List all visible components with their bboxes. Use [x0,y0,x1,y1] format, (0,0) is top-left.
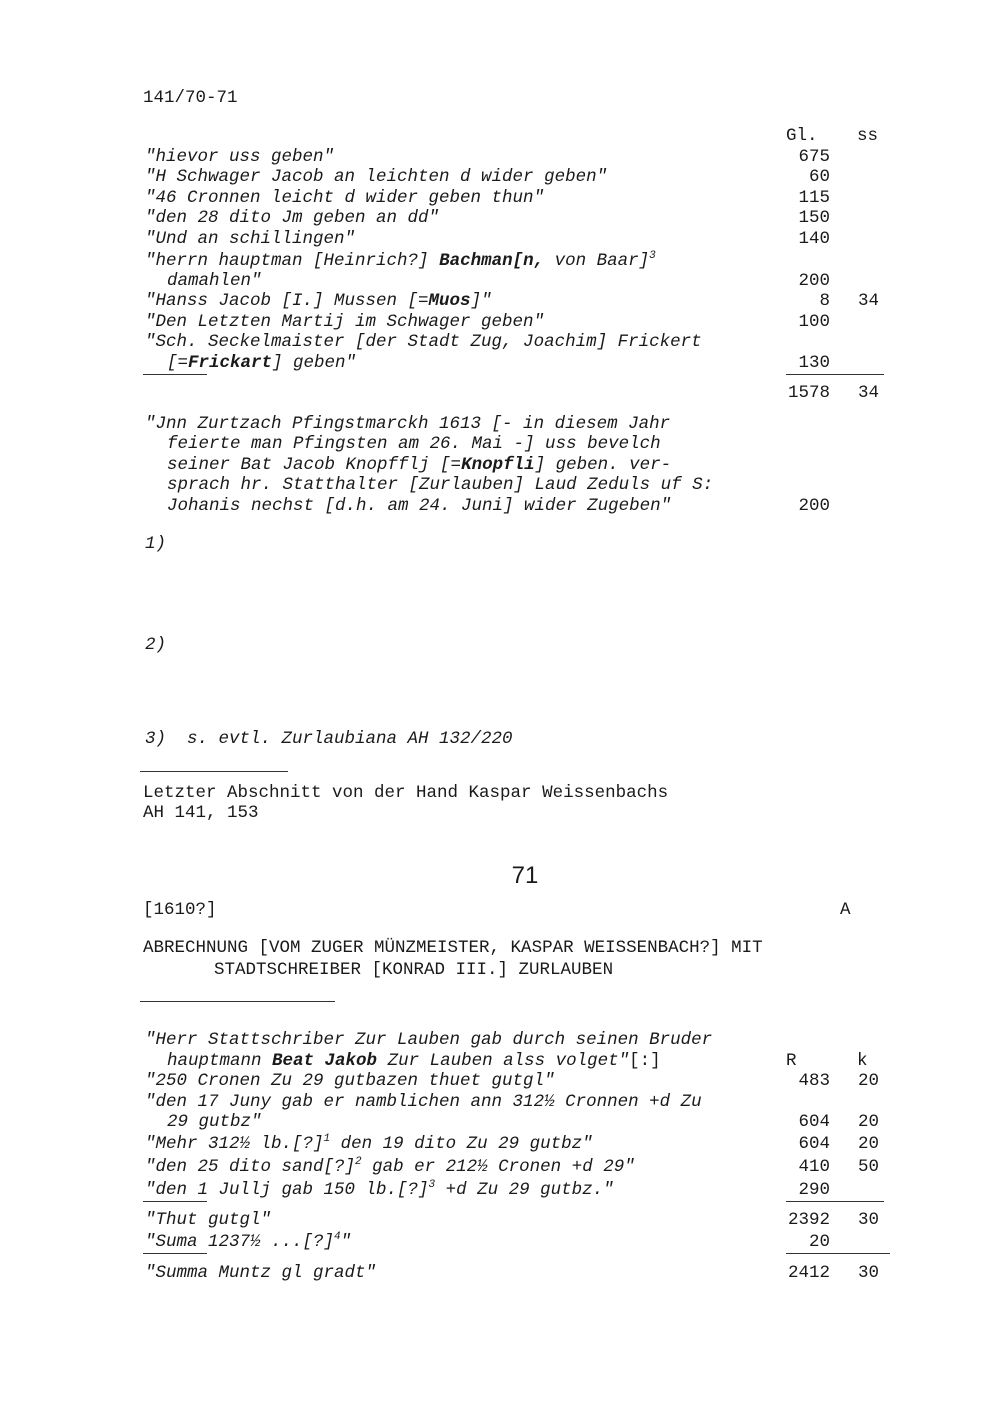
entry-gl: 675 [798,147,830,167]
entry-text: "hievor uss geben" [145,147,335,167]
footnote-ref: 4 [334,1231,341,1243]
entry-text: 29 gutbz" [167,1112,262,1132]
thut-r: 2392 [787,1210,830,1230]
entry-hauptman [145,251,656,271]
entry-bold-name: Muos [428,291,471,311]
entry-hanss [145,291,492,311]
zurtzach-text: ] geben. ver- [534,455,672,475]
entry-gl: 200 [798,271,830,291]
footnote-ref: 3 [428,1179,436,1191]
entry-text: "Und an schillingen" [145,229,356,249]
suma-line [145,1232,351,1252]
entry-text: "den 1 Jullj gab 150 lb.[?] [145,1180,429,1200]
entry-text: "den 17 Juny gab er namblichen ann 312½ Cronnen +d Zu [145,1092,702,1112]
summa-r: 2412 [787,1263,830,1283]
suma-r: 20 [808,1232,830,1252]
entry-line [145,1180,614,1200]
separator-line [140,1001,335,1002]
entry-text: "Sch. Seckelmaister [der Stadt Zug, Joachim] Frickert [145,332,702,352]
col-header-k: k [857,1051,868,1071]
entry-r: 410 [798,1157,830,1177]
entry-text: "herrn hauptman [Heinrich?] [145,251,440,271]
thut-k: 30 [857,1210,879,1230]
total-gl: 1578 [787,383,830,403]
entry-text: ]" [470,291,492,311]
entry-text: "46 Cronnen leicht d wider geben thun" [145,188,545,208]
entry-gl: 130 [798,353,830,373]
entry-k: 50 [857,1157,879,1177]
summa-text: "Summa Muntz gl gradt" [145,1263,377,1283]
page-reference: 141/70-71 [143,88,238,108]
zurtzach-line: feierte man Pfingsten am 26. Mai -] uss bevelch [167,434,661,454]
summa-k: 30 [857,1263,879,1283]
entry-bold-name: Frickart [188,353,273,373]
suma-text: "Suma 1237½ ...[?] [145,1232,335,1252]
entry-line [145,1134,593,1154]
entry-ss: 34 [857,291,879,311]
entry-text: "250 Cronen Zu 29 gutbazen thuet gutgl" [145,1071,555,1091]
entry-text: "Mehr 312½ lb.[?] [145,1134,324,1154]
entry-text: "den 28 dito Jm geben an dd" [145,208,440,228]
thut-text: "Thut gutgl" [145,1210,272,1230]
zurtzach-line: Johanis nechst [d.h. am 24. Juni] wider Zugeben" [167,496,672,516]
entry-text: +d Zu 29 gutbz." [435,1180,614,1200]
document-date: [1610?] [143,900,217,920]
intro-text: Zur Lauben alss volget" [377,1051,630,1071]
entry-r: 604 [798,1112,830,1132]
sum-rule [786,1201,884,1202]
intro-line: "Herr Stattschriber Zur Lauben gab durch seinen Bruder [145,1030,713,1050]
entry-text: von Baar] [544,251,650,271]
entry-text: [= [167,353,189,373]
entry-k: 20 [857,1112,879,1132]
short-underline [143,374,207,375]
entry-text: gab er 212½ Cronen +d 29" [361,1157,635,1177]
entry-text: den 19 dito Zu 29 gutbz" [330,1134,593,1154]
document-title: STADTSCHREIBER [KONRAD III.] ZURLAUBEN [214,960,614,980]
intro-line [167,1051,661,1071]
total-ss: 34 [857,383,879,403]
col-header-ss: ss [857,126,879,146]
entry-k: 20 [857,1134,879,1154]
col-header-gl: Gl. [786,126,818,146]
intro-text: hauptmann [167,1051,273,1071]
entry-text: "H Schwager Jacob an leichten d wider geben" [145,167,608,187]
entry-r: 604 [798,1134,830,1154]
footnote-ref: 3 [649,250,656,262]
entry-gl: 140 [798,229,830,249]
zurtzach-text: seiner Bat Jacob Knopfflj [= [167,455,462,475]
entry-r: 290 [798,1180,830,1200]
footnote-1: 1) [145,534,167,554]
document-title: ABRECHNUNG [VOM ZUGER MÜNZMEISTER, KASPAR WEISSENBACH?] MIT [143,938,763,958]
short-underline [143,1253,207,1254]
sum-rule [786,374,884,375]
entry-seckel-line2 [167,353,356,373]
zurtzach-line: sprach hr. Statthalter [Zurlauben] Laud Zeduls uf S: [167,475,714,495]
zurtzach-line: "Jnn Zurtzach Pfingstmarckh 1613 [- in diesem Jahr [145,414,671,434]
entry-gl: 60 [808,167,830,187]
intro-text: [:] [629,1051,661,1071]
entry-k: 20 [857,1071,879,1091]
entry-r: 483 [798,1071,830,1091]
document-number: 71 [511,862,539,889]
entry-text: "Hanss Jacob [I.] Mussen [= [145,291,429,311]
footnote-ref: 1 [323,1133,331,1145]
entry-gl: 8 [819,291,830,311]
entry-line [145,1157,635,1177]
footnote-2: 2) [145,635,167,655]
sum-rule [786,1253,890,1254]
footnote-3: 3) s. evtl. Zurlaubiana AH 132/220 [145,729,513,749]
hand-note: AH 141, 153 [143,803,259,823]
entry-text: "den 25 dito sand[?] [145,1157,356,1177]
entry-bold-name: Bachman[n, [439,251,545,271]
separator-line [140,771,288,772]
entry-gl: 100 [798,312,830,332]
zurtzach-gl: 200 [798,496,830,516]
entry-text: "Den Letzten Martij im Schwager geben" [145,312,545,332]
document-letter: A [840,900,851,920]
entry-bold-name: Beat Jakob [272,1051,378,1071]
footnote-ref: 2 [355,1156,362,1168]
entry-bold-name: Knopfli [461,455,535,475]
suma-text: " [340,1232,352,1252]
hand-note: Letzter Abschnitt von der Hand Kaspar Weissenbachs [143,783,669,803]
entry-text: ] geben" [272,353,357,373]
col-header-r: R [786,1051,797,1071]
entry-gl: 115 [798,188,830,208]
short-underline [143,1201,207,1202]
zurtzach-line [167,455,671,475]
entry-text: damahlen" [167,271,262,291]
entry-gl: 150 [798,208,830,228]
